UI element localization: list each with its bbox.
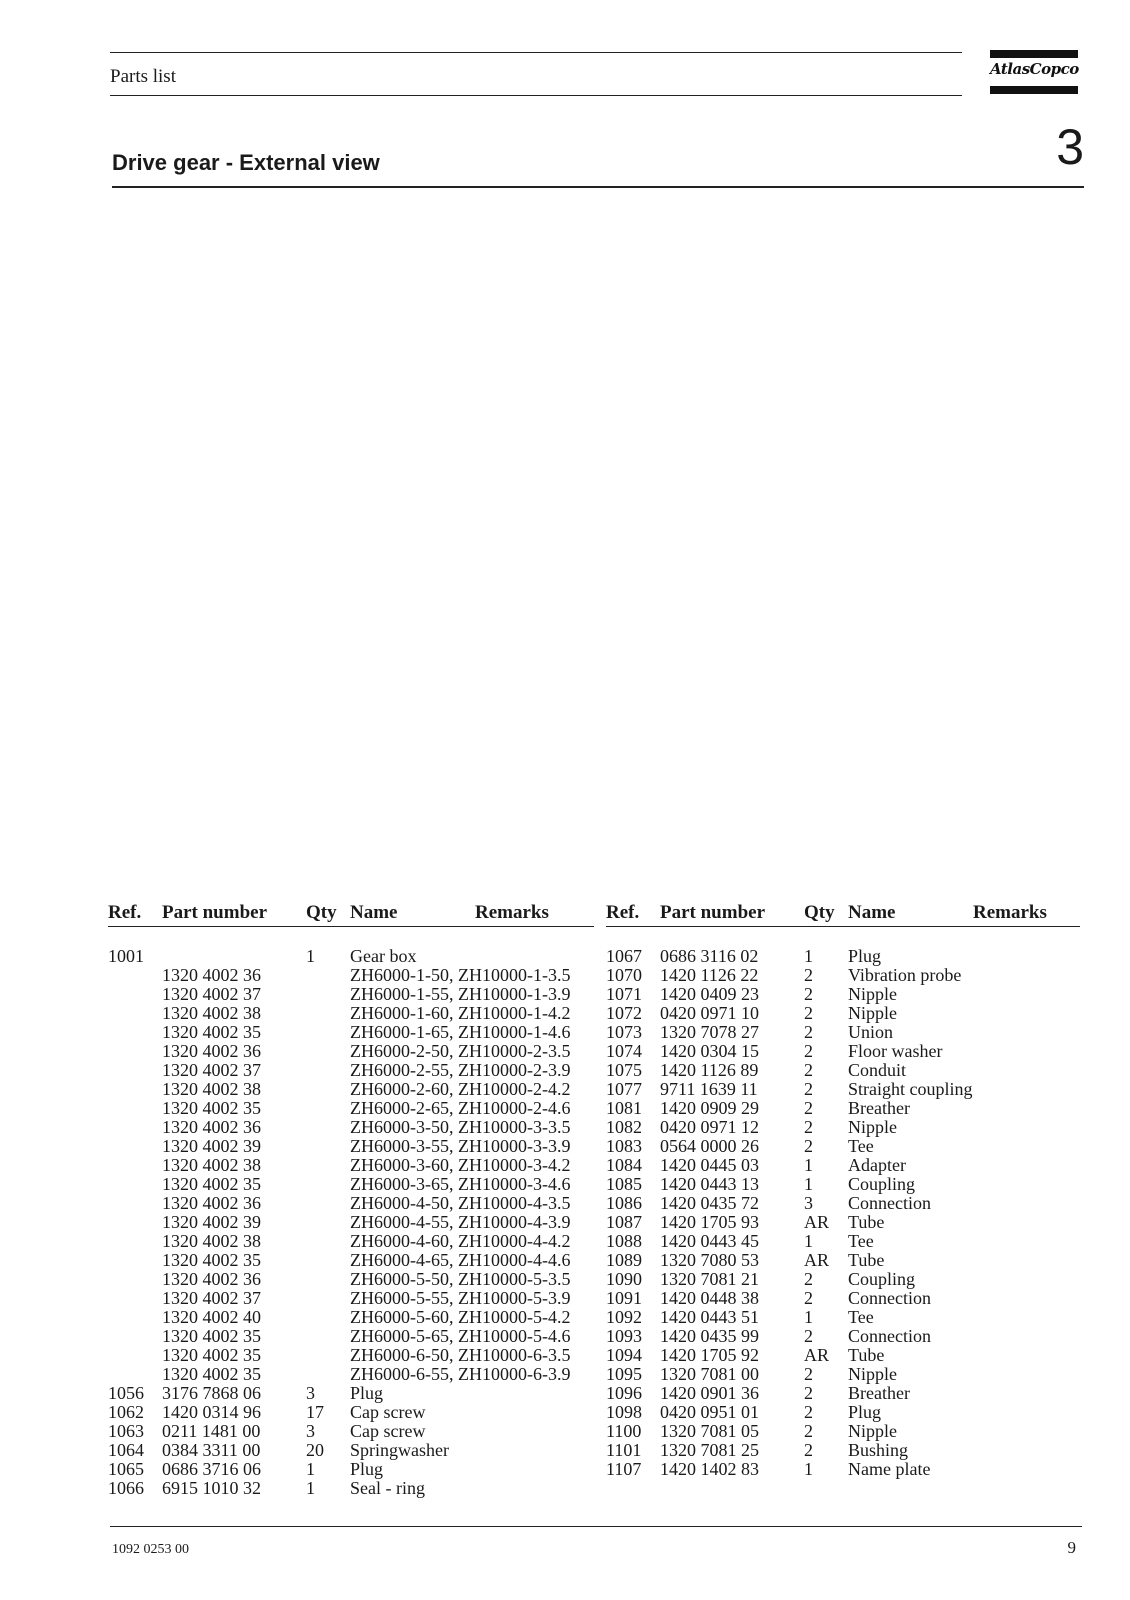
cell-ref: 1093	[606, 1326, 642, 1346]
cell-qty: 2	[804, 1383, 813, 1403]
cell-name: ZH6000-6-50, ZH10000-6-3.5	[350, 1345, 571, 1365]
cell-part: 1420 1126 89	[660, 1060, 759, 1080]
cell-name: Seal - ring	[350, 1478, 425, 1498]
table-row	[108, 966, 594, 985]
cell-qty: 1	[804, 1459, 813, 1479]
cell-name: Breather	[848, 1098, 910, 1118]
cell-ref: 1087	[606, 1212, 642, 1232]
cell-qty: 2	[804, 1269, 813, 1289]
cell-ref: 1072	[606, 1003, 642, 1023]
cell-part: 0420 0971 10	[660, 1003, 759, 1023]
cell-name: Nipple	[848, 984, 897, 1004]
cell-part: 1320 4002 36	[162, 1041, 261, 1061]
header-bottom-rule	[110, 95, 962, 96]
header-remarks: Remarks	[475, 902, 549, 923]
table-row	[606, 1080, 1080, 1099]
cell-part: 1420 0314 96	[162, 1402, 261, 1422]
cell-part: 1320 4002 38	[162, 1079, 261, 1099]
cell-part: 1320 4002 38	[162, 1231, 261, 1251]
table-row	[606, 1061, 1080, 1080]
cell-qty: 3	[306, 1383, 315, 1403]
cell-qty: 2	[804, 1079, 813, 1099]
cell-part: 1320 4002 39	[162, 1136, 261, 1156]
cell-name: Union	[848, 1022, 893, 1042]
cell-name: Plug	[350, 1383, 384, 1403]
section-title: Drive gear - External view	[112, 150, 380, 175]
cell-part: 1420 0443 13	[660, 1174, 759, 1194]
cell-ref: 1065	[108, 1459, 144, 1479]
cell-part: 0211 1481 00	[162, 1421, 261, 1441]
cell-qty: 2	[804, 1440, 813, 1460]
header-qty: Qty	[804, 902, 835, 923]
cell-name: Tube	[848, 1212, 885, 1232]
cell-qty: 2	[804, 1364, 813, 1384]
cell-qty: 1	[804, 1174, 813, 1194]
table-row	[606, 1365, 1080, 1384]
header-part-number: Part number	[660, 902, 766, 923]
cell-part: 1420 0445 03	[660, 1155, 759, 1175]
table-row	[108, 1213, 594, 1232]
cell-name: Connection	[848, 1326, 931, 1346]
cell-ref: 1101	[606, 1440, 642, 1460]
cell-part: 1320 7081 05	[660, 1421, 759, 1441]
cell-part: 1320 4002 35	[162, 1098, 261, 1118]
cell-part: 1320 4002 39	[162, 1212, 261, 1232]
cell-ref: 1066	[108, 1478, 144, 1498]
cell-ref: 1094	[606, 1345, 642, 1365]
cell-part: 3176 7868 06	[162, 1383, 261, 1403]
cell-qty: 1	[804, 1231, 813, 1251]
table-row	[108, 1384, 594, 1403]
footer-rule	[110, 1526, 1082, 1527]
table-row	[108, 1099, 594, 1118]
cell-ref: 1092	[606, 1307, 642, 1327]
footer-doc-number: 1092 0253 00	[112, 1542, 189, 1557]
cell-ref: 1077	[606, 1079, 642, 1099]
cell-part: 1320 4002 37	[162, 1060, 261, 1080]
table-row	[108, 1118, 594, 1137]
cell-qty: 2	[804, 1402, 813, 1422]
cell-name: Tee	[848, 1307, 874, 1327]
drawing-area	[110, 200, 1080, 880]
cell-name: ZH6000-1-65, ZH10000-1-4.6	[350, 1022, 571, 1042]
table-row	[108, 1156, 594, 1175]
cell-name: Breather	[848, 1383, 910, 1403]
cell-ref: 1082	[606, 1117, 642, 1137]
cell-name: Nipple	[848, 1003, 897, 1023]
cell-name: Tee	[848, 1136, 874, 1156]
cell-part: 1320 4002 36	[162, 1269, 261, 1289]
table-row	[606, 1346, 1080, 1365]
cell-name: Connection	[848, 1193, 931, 1213]
table-row	[108, 1327, 594, 1346]
cell-part: 1420 0443 45	[660, 1231, 759, 1251]
cell-name: Plug	[848, 946, 882, 966]
cell-part: 6915 1010 32	[162, 1478, 261, 1498]
logo-top-bar	[990, 50, 1078, 58]
table-row	[108, 1061, 594, 1080]
cell-name: ZH6000-5-50, ZH10000-5-3.5	[350, 1269, 571, 1289]
table-row	[108, 1479, 594, 1498]
cell-name: ZH6000-2-50, ZH10000-2-3.5	[350, 1041, 571, 1061]
cell-name: Springwasher	[350, 1440, 449, 1460]
cell-qty: 3	[804, 1193, 813, 1213]
header-top-rule	[110, 52, 962, 53]
header-part-number: Part number	[162, 902, 268, 923]
cell-name: ZH6000-5-65, ZH10000-5-4.6	[350, 1326, 571, 1346]
cell-name: ZH6000-2-60, ZH10000-2-4.2	[350, 1079, 571, 1099]
atlas-copco-logo	[990, 50, 1078, 94]
cell-part: 0384 3311 00	[162, 1440, 261, 1460]
cell-part: 1320 7080 53	[660, 1250, 759, 1270]
cell-ref: 1098	[606, 1402, 642, 1422]
cell-part: 1420 1402 83	[660, 1459, 759, 1479]
table-row	[108, 1251, 594, 1270]
cell-ref: 1089	[606, 1250, 642, 1270]
table-row	[606, 1232, 1080, 1251]
table-row	[606, 1099, 1080, 1118]
cell-qty: 2	[804, 1326, 813, 1346]
cell-qty: 3	[306, 1421, 315, 1441]
cell-ref: 1081	[606, 1098, 642, 1118]
cell-ref: 1073	[606, 1022, 642, 1042]
cell-ref: 1096	[606, 1383, 642, 1403]
cell-part: 1320 7078 27	[660, 1022, 759, 1042]
cell-part: 1320 4002 38	[162, 1155, 261, 1175]
cell-name: Nipple	[848, 1421, 897, 1441]
cell-name: Plug	[848, 1402, 882, 1422]
table-row	[606, 1137, 1080, 1156]
table-row	[606, 1289, 1080, 1308]
cell-part: 1420 0435 99	[660, 1326, 759, 1346]
table-header-rule	[606, 926, 1080, 927]
cell-qty: 2	[804, 1098, 813, 1118]
table-row	[108, 1004, 594, 1023]
table-row	[606, 1403, 1080, 1422]
cell-ref: 1091	[606, 1288, 642, 1308]
table-row	[606, 1384, 1080, 1403]
cell-name: Name plate	[848, 1459, 931, 1479]
footer-page-number: 9	[1067, 1538, 1076, 1557]
logo-text: AtlasCopco	[990, 60, 1079, 78]
table-row	[108, 1308, 594, 1327]
table-row	[108, 1270, 594, 1289]
cell-part: 0420 0971 12	[660, 1117, 759, 1137]
cell-name: Plug	[350, 1459, 384, 1479]
table-row	[606, 966, 1080, 985]
parts-table-left	[108, 902, 594, 1498]
cell-name: ZH6000-3-50, ZH10000-3-3.5	[350, 1117, 571, 1137]
cell-name: Tube	[848, 1345, 885, 1365]
table-row	[606, 1460, 1080, 1479]
cell-name: Gear box	[350, 946, 417, 966]
cell-ref: 1088	[606, 1231, 642, 1251]
cell-part: 9711 1639 11	[660, 1079, 758, 1099]
cell-qty: 2	[804, 1288, 813, 1308]
table-row	[108, 1194, 594, 1213]
cell-qty: 2	[804, 965, 813, 985]
cell-qty: 1	[804, 946, 813, 966]
cell-part: 1320 4002 36	[162, 1193, 261, 1213]
table-header-rule	[108, 926, 594, 927]
table-row	[606, 1004, 1080, 1023]
cell-ref: 1067	[606, 946, 642, 966]
cell-ref: 1086	[606, 1193, 642, 1213]
table-row	[108, 1422, 594, 1441]
table-row	[606, 1042, 1080, 1061]
header-qty: Qty	[306, 902, 337, 923]
cell-ref: 1075	[606, 1060, 642, 1080]
table-row	[108, 1403, 594, 1422]
cell-name: Conduit	[848, 1060, 907, 1080]
cell-name: ZH6000-5-60, ZH10000-5-4.2	[350, 1307, 571, 1327]
cell-part: 1320 7081 00	[660, 1364, 759, 1384]
cell-name: ZH6000-2-55, ZH10000-2-3.9	[350, 1060, 571, 1080]
cell-name: Nipple	[848, 1117, 897, 1137]
cell-qty: 2	[804, 1003, 813, 1023]
cell-part: 0686 3116 02	[660, 946, 759, 966]
table-row	[606, 1156, 1080, 1175]
section-title-rule	[112, 186, 1084, 188]
cell-name: ZH6000-4-50, ZH10000-4-3.5	[350, 1193, 571, 1213]
cell-part: 1320 7081 25	[660, 1440, 759, 1460]
cell-part: 1420 0435 72	[660, 1193, 759, 1213]
table-row	[606, 1118, 1080, 1137]
cell-name: Bushing	[848, 1440, 909, 1460]
cell-name: ZH6000-1-60, ZH10000-1-4.2	[350, 1003, 571, 1023]
cell-qty: 2	[804, 1136, 813, 1156]
cell-part: 1420 0443 51	[660, 1307, 759, 1327]
cell-ref: 1107	[606, 1459, 642, 1479]
cell-name: Adapter	[848, 1155, 906, 1175]
cell-qty: 1	[804, 1307, 813, 1327]
cell-part: 0420 0951 01	[660, 1402, 759, 1422]
cell-ref: 1056	[108, 1383, 144, 1403]
cell-name: ZH6000-1-50, ZH10000-1-3.5	[350, 965, 571, 985]
cell-name: Straight coupling	[848, 1079, 973, 1099]
table-row	[606, 1023, 1080, 1042]
table-row	[108, 1460, 594, 1479]
table-row	[108, 1346, 594, 1365]
table-row	[108, 1175, 594, 1194]
cell-name: ZH6000-3-55, ZH10000-3-3.9	[350, 1136, 571, 1156]
cell-name: ZH6000-1-55, ZH10000-1-3.9	[350, 984, 571, 1004]
cell-part: 0686 3716 06	[162, 1459, 261, 1479]
cell-qty: 2	[804, 1421, 813, 1441]
cell-name: Connection	[848, 1288, 931, 1308]
table-row	[606, 947, 1080, 966]
cell-ref: 1001	[108, 946, 144, 966]
cell-part: 1420 0304 15	[660, 1041, 759, 1061]
table-row	[606, 1327, 1080, 1346]
table-row	[108, 947, 594, 966]
cell-qty: 2	[804, 1041, 813, 1061]
cell-part: 1320 4002 36	[162, 1117, 261, 1137]
cell-name: Tube	[848, 1250, 885, 1270]
cell-ref: 1100	[606, 1421, 642, 1441]
table-row	[606, 1213, 1080, 1232]
cell-part: 1420 0909 29	[660, 1098, 759, 1118]
cell-part: 0564 0000 26	[660, 1136, 759, 1156]
table-row	[108, 1365, 594, 1384]
table-row	[108, 1232, 594, 1251]
cell-part: 1320 7081 21	[660, 1269, 759, 1289]
cell-part: 1320 4002 35	[162, 1345, 261, 1365]
cell-qty: 17	[306, 1402, 324, 1422]
cell-part: 1320 4002 35	[162, 1174, 261, 1194]
cell-qty: AR	[804, 1345, 830, 1365]
cell-name: Nipple	[848, 1364, 897, 1384]
cell-part: 1420 1705 93	[660, 1212, 759, 1232]
cell-name: Cap screw	[350, 1402, 426, 1422]
cell-name: ZH6000-3-60, ZH10000-3-4.2	[350, 1155, 571, 1175]
header-name: Name	[350, 902, 398, 923]
cell-ref: 1062	[108, 1402, 144, 1422]
cell-part: 1420 0448 38	[660, 1288, 759, 1308]
cell-name: Vibration probe	[848, 965, 962, 985]
cell-part: 1420 1705 92	[660, 1345, 759, 1365]
cell-part: 1320 4002 36	[162, 965, 261, 985]
cell-part: 1320 4002 35	[162, 1326, 261, 1346]
cell-name: ZH6000-2-65, ZH10000-2-4.6	[350, 1098, 571, 1118]
cell-ref: 1074	[606, 1041, 642, 1061]
cell-ref: 1083	[606, 1136, 642, 1156]
cell-ref: 1070	[606, 965, 642, 985]
table-row	[606, 1251, 1080, 1270]
cell-ref: 1090	[606, 1269, 642, 1289]
cell-part: 1320 4002 40	[162, 1307, 261, 1327]
table-row	[108, 1080, 594, 1099]
cell-part: 1320 4002 37	[162, 984, 261, 1004]
cell-ref: 1063	[108, 1421, 144, 1441]
cell-qty: 2	[804, 1060, 813, 1080]
cell-name: Coupling	[848, 1174, 916, 1194]
cell-qty: 2	[804, 1117, 813, 1137]
cell-name: ZH6000-4-60, ZH10000-4-4.2	[350, 1231, 571, 1251]
cell-name: Coupling	[848, 1269, 916, 1289]
cell-ref: 1085	[606, 1174, 642, 1194]
table-row	[606, 1441, 1080, 1460]
table-row	[606, 1194, 1080, 1213]
table-row	[606, 1422, 1080, 1441]
cell-qty: 1	[306, 1459, 315, 1479]
cell-part: 1320 4002 35	[162, 1022, 261, 1042]
cell-ref: 1064	[108, 1440, 144, 1460]
cell-part: 1320 4002 38	[162, 1003, 261, 1023]
parts-table-right	[606, 902, 1080, 1492]
table-row	[606, 1175, 1080, 1194]
header-label: Parts list	[110, 66, 176, 87]
cell-part: 1420 0409 23	[660, 984, 759, 1004]
table-row	[108, 1042, 594, 1061]
cell-name: ZH6000-3-65, ZH10000-3-4.6	[350, 1174, 571, 1194]
header-ref: Ref.	[108, 902, 142, 923]
cell-name: Tee	[848, 1231, 874, 1251]
header-remarks: Remarks	[973, 902, 1047, 923]
cell-part: 1320 4002 35	[162, 1250, 261, 1270]
cell-qty: 20	[306, 1440, 324, 1460]
table-row	[108, 1289, 594, 1308]
cell-qty: AR	[804, 1250, 830, 1270]
cell-part: 1320 4002 37	[162, 1288, 261, 1308]
cell-part: 1420 1126 22	[660, 965, 759, 985]
cell-qty: 2	[804, 1022, 813, 1042]
header-name: Name	[848, 902, 896, 923]
cell-ref: 1095	[606, 1364, 642, 1384]
cell-name: Floor washer	[848, 1041, 943, 1061]
cell-name: Cap screw	[350, 1421, 426, 1441]
cell-part: 1320 4002 35	[162, 1364, 261, 1384]
cell-part: 1420 0901 36	[660, 1383, 759, 1403]
cell-ref: 1084	[606, 1155, 642, 1175]
cell-name: ZH6000-6-55, ZH10000-6-3.9	[350, 1364, 571, 1384]
section-number: 3	[1056, 119, 1084, 175]
cell-qty: 1	[306, 1478, 315, 1498]
header-ref: Ref.	[606, 902, 640, 923]
logo-bottom-bar	[990, 86, 1078, 94]
table-row	[108, 1441, 594, 1460]
cell-name: ZH6000-5-55, ZH10000-5-3.9	[350, 1288, 571, 1308]
table-row	[606, 1308, 1080, 1327]
cell-qty: 1	[804, 1155, 813, 1175]
cell-qty: 1	[306, 946, 315, 966]
table-row	[108, 985, 594, 1004]
table-row	[606, 1270, 1080, 1289]
table-row	[108, 1023, 594, 1042]
cell-name: ZH6000-4-65, ZH10000-4-4.6	[350, 1250, 571, 1270]
table-row	[606, 985, 1080, 1004]
table-row	[108, 1137, 594, 1156]
cell-name: ZH6000-4-55, ZH10000-4-3.9	[350, 1212, 571, 1232]
cell-ref: 1071	[606, 984, 642, 1004]
cell-qty: AR	[804, 1212, 830, 1232]
cell-qty: 2	[804, 984, 813, 1004]
